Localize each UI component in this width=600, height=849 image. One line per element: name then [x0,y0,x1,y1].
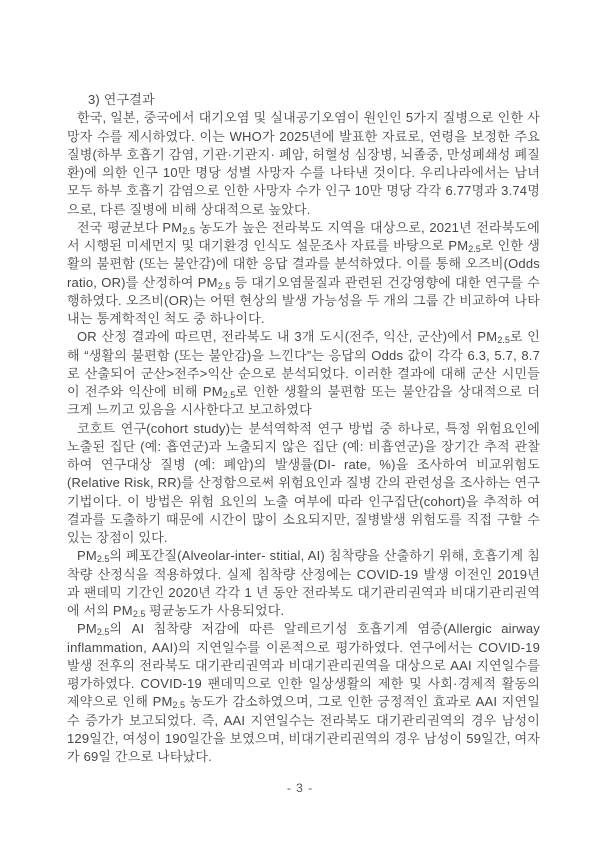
paragraph-deaths-by-disease: 한국, 일본, 중국에서 대기오염 및 실내공기오염이 원인인 5가지 질병으로 인한 사망자 수를 제시하였다. 이는 WHO가 2025년에 발표한 자료로, 연령을 보정한 주요 질병(하부 호흡기 감염, 기관·기관지· 폐암, 허혈성 심장병, 뇌졸중, 만성폐쇄성 폐질환)에 의한 인구 10만 명당 성별 사망자 수를 나타낸 것이다. 우리나라에서는 남녀 모두 하부 호흡기 감염으로 인한 사망자 수가 인구 10만 명당 각각 6.77명과 3.74명으로, 다른 질병에 비해 상대적으로 높았다. [67,110,540,217]
paragraph-alveolar-deposition: $PM_{2.5}$의 폐포간질(Alveolar-inter- stitial, AI) 침착량을 산출하기 위해, 호흡기계 침착량 산정식을 적용하였다. 실제 침착량 산정에는 COVID-19 발생 이전인 2019년과 팬데믹 기간인 2020년 각각 1 년 동안 전라북도 대기관리권역과 비대기관리권역에 서의 $PM_{2.5}$ 평균농도가 사용되었다. [67,548,540,619]
paragraph-odds-ratio-survey: 전국 평균보다 $PM_{2.5}$ 농도가 높은 전라북도 지역을 대상으로, 2021년 전라북도에서 시행된 미세먼지 및 대기환경 인식도 설문조사 자료를 바탕으로 $PM_{2.5}$로 인한 생활의 불편함 (또는 불안감)에 대한 응답 결과를 분석하였다. 이를 통해 오즈비(Odds ratio, OR)를 산정하여 $PM_{2.5}$ 등 대기오염물질과 관련된 건강영향에 대한 연구를 수행하였다. 오즈비(OR)는 어떤 현상의 발생 가능성을 두 개의 그룹 간 비교하여 나타내는 통계학적인 척도 중 하나이다. [67,219,541,326]
paragraph-cohort-study: 코호트 연구(cohort study)는 분석역학적 연구 방법 중 하나로, 특정 위험요인에 노출된 집단 (예: 흡연군)과 노출되지 않은 집단 (예: 비흡연군)을 장기간 추적 관찰하여 연구대상 질병 (예: 폐암)의 발생률(DI- rate, %)을 조사하여 비교위험도(Relative Risk, RR)를 산정함으로써 위험요인과 질병 간의 관련성을 조사하는 연구기법이다. 이 방법은 위험 요인의 노출 여부에 따라 인구집단(cohort)을 추적하 여 결과를 도출하기 때문에 시간이 많이 소요되지만, 질병발생 위험도를 직접 구할 수 있는 장점이 있다. [67,420,540,545]
paragraph-or-results-cities: OR 산정 결과에 따르면, 전라북도 내 3개 도시(전주, 익산, 군산)에서 $PM_{2.5}$로 인해 “생활의 불편함 (또는 불안감)을 느낀다”는 응답의 Odds 값이 각각 6.3, 5.7, 8.7로 산출되어 군산>전주>익산 순으로 분석되었다. 이러한 결과에 대해 군산 시민들이 전주와 익산에 비해 $PM_{2.5}$로 인한 생활의 불편함 또는 불안감을 상대적으로 더 크게 느끼고 있음을 시사한다고 보고하였다 [67,329,540,418]
paragraph-aai-delay-days: $PM_{2.5}$의 AI 침착량 저감에 따른 알레르기성 호흡기계 염증(Allergic airway inflammation, AAI)의 지연일수를 이론적으로 평가하였다. 연구에서는 COVID-19 발생 전후의 전라북도 대기관리권역과 비대기관리권역을 대상으로 AAI 지연일수를 평가하였다. COVID-19 팬데믹으로 인한 일상생활의 제한 및 사회·경제적 활동의 제약으로 인해 $PM_{2.5}$ 농도가 감소하였으며, 그로 인한 긍정적인 효과로 AAI 지연일수 증가가 보고되었다. 즉, AAI 지연일수는 전라북도 대기관리권역의 경우 남성이 129일간, 여성이 190일간을 보였으며, 비대기관리권역의 경우 남성이 59일간, 여자가 69일 간으로 나타났다. [67,621,540,764]
page-number: - 3 - [286,781,314,795]
section-heading: 3) 연구결과 [88,92,155,107]
page-body-text [67,91,540,766]
